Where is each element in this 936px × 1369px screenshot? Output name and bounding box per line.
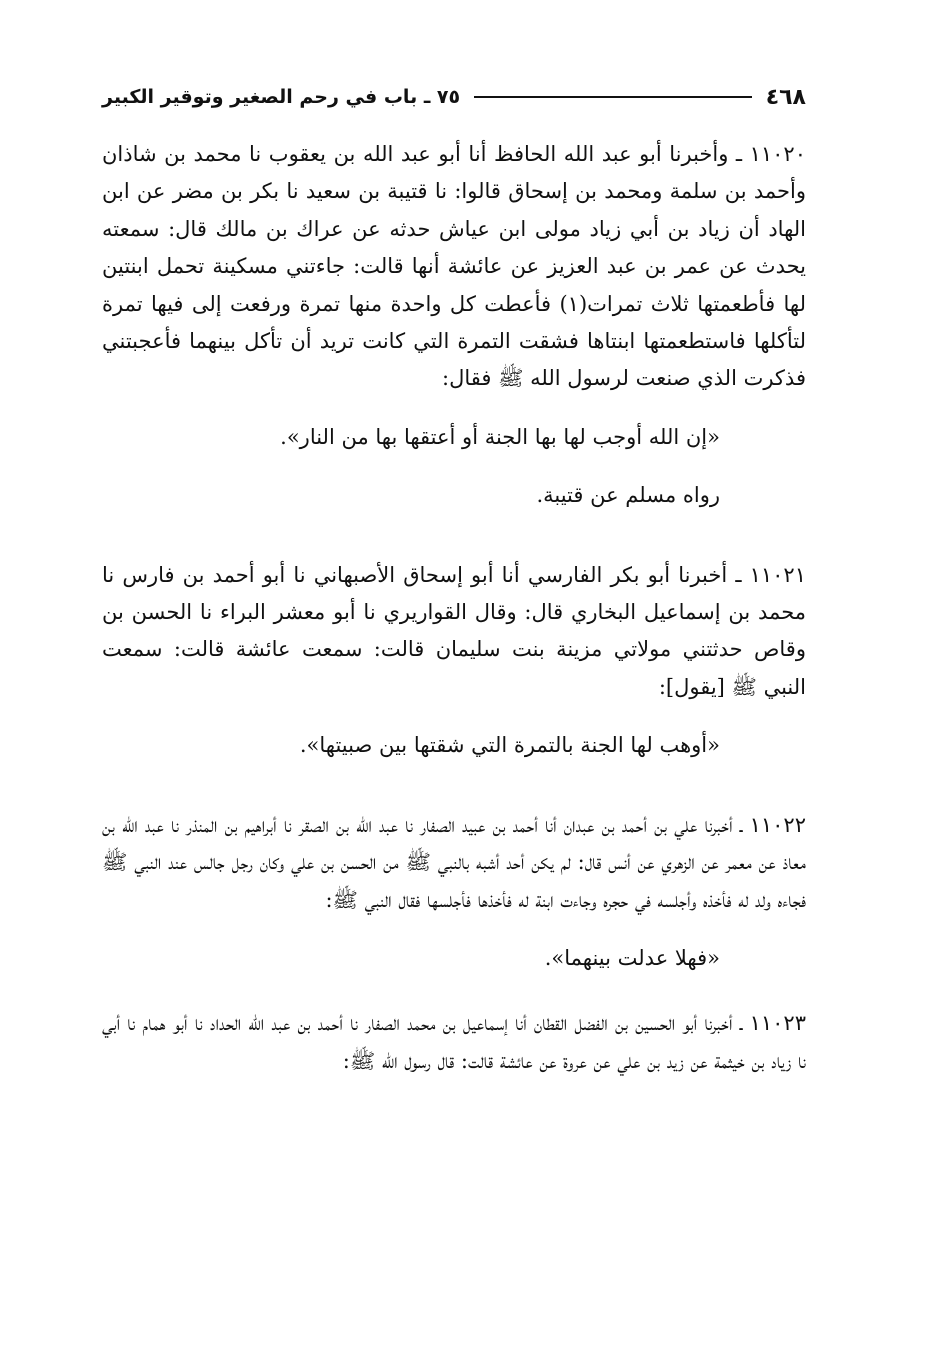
hadith-quote: «إن الله أوجب لها بها الجنة أو أعتقها بها من النار».: [280, 424, 720, 449]
page-header: [102, 82, 806, 112]
spacer: [102, 456, 806, 477]
spacer: [102, 977, 806, 1005]
page-body: [102, 136, 806, 1080]
hadith-text: ١١٠٢٠ ـ وأخبرنا أبو عبد الله الحافظ أنا أبو عبد الله بن يعقوب نا محمد بن شاذان وأحمد بن سلمة ومحمد بن إسحاق قالوا: نا قتيبة بن سعيد نا بكر بن مضر عن ابن الهاد أن زياد بن أبي زياد مولى ابن عياش حدثه عن عراك بن مالك قال: سمعته يحدث عن عمر بن عبد العزيز عن عائشة أنها قالت: جاءتني مسكينة تحمل ابنتين لها فأطعمتها ثلاث تمرات(١) فأعطت كل واحدة منها تمرة ورفعت إلى فيها تمرة لتأكلها فاستطعمتها ابنتاها فشقت التمرة التي كانت تريد أن تأكل بينهما فأعجبتني فذكرت الذي صنعت لرسول الله ﷺ فقال:: [102, 142, 806, 391]
spacer: [102, 515, 806, 557]
hadith-text: ١١٠٢٣ ـ أخبرنا أبو الحسين بن الفضل القطان أنا إسماعيل بن محمد الصفار نا أحمد بن عبد الله الحداد نا أبو همام نا أبي نا زياد بن خيثمة عن زيد بن علي عن عروة عن عائشة قالت: قال رسول الله ﷺ:: [102, 1011, 806, 1073]
hadith-text: ١١٠٢٢ ـ أخبرنا علي بن أحمد بن عبدان أنا أحمد بن عبيد الصفار نا عبد الله بن الصقر نا أبراهيم بن المنذر نا عبد الله بن معاذ عن معمر عن الزهري عن أنس قال: لم يكن أحد أشبه بالنبي ﷺ من الحسن بن علي وكان رجل جالس عند النبي ﷺ فجاءه ولد له فأخذه وأجلسه في حجره وجاءت ابنة له فأخذها فأجلسها فقال النبي ﷺ:: [102, 812, 806, 912]
hadith-quote: «فهلا عدلت بينهما».: [544, 945, 720, 970]
page-number: ٤٦٨: [765, 84, 806, 110]
spacer: [102, 919, 806, 940]
chapter-title: ٧٥ ـ باب في رحم الصغير وتوقير الكبير: [102, 86, 461, 108]
spacer: [102, 398, 806, 419]
hadith-text: ١١٠٢١ ـ أخبرنا أبو بكر الفارسي أنا أبو إسحاق الأصبهاني نا أبو أحمد بن فارس نا محمد بن إسماعيل البخاري قال: وقال القواريري نا أبو معشر البراء نا الحسن بن وقاص حدثتني مولاتي مزينة بنت سليمان قالت: سمعت عائشة قالت: سمعت النبي ﷺ [يقول]:: [102, 562, 806, 699]
hadith-quote: «أوهب لها الجنة بالتمرة التي شقتها بين صبيتها».: [299, 733, 720, 758]
spacer: [102, 706, 806, 727]
header-rule: [474, 96, 752, 98]
hadith-note: رواه مسلم عن قتيبة.: [536, 483, 720, 508]
spacer: [102, 765, 806, 807]
